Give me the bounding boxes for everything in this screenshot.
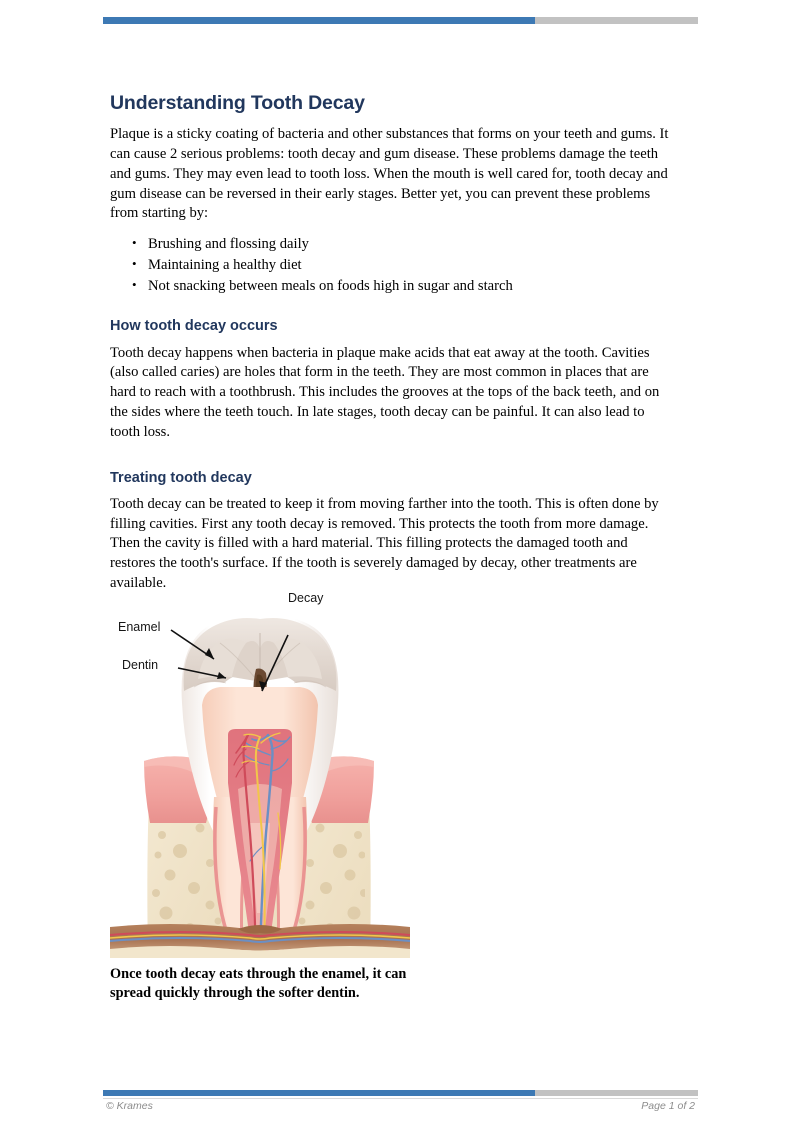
section-paragraph-how-tooth-decay-occurs: Tooth decay happens when bacteria in plaque make acids that eat away at the tooth. Cavities (also called caries) are holes that form in the teeth. They are most common in places that are hard to reach with a toothbrush. This includes the grooves at the tops of the back teeth, and on the sides where the teeth touch. In late stages, tooth decay can be painful. It can also lead to tooth loss. <box>110 344 660 440</box>
intro-paragraph: Plaque is a sticky coating of bacteria and other substances that forms on your teeth and gums. It can cause 2 serious problems: tooth decay and gum disease. These problems damage the teeth and gums. They may even lead to tooth loss. When the mouth is well cared for, tooth decay and gum disease can be reversed in their early stages. Better yet, you can prevent these problems from starting by: <box>110 126 669 222</box>
footer-divider-rule <box>103 1090 698 1096</box>
prevention-list <box>110 235 676 296</box>
footer-hairline <box>103 1098 698 1099</box>
section-heading-treating-tooth-decay: Treating tooth decay <box>110 469 252 486</box>
basal-neurovascular-bundle-group <box>110 924 410 958</box>
footer-page-number: Page 1 of 2 <box>641 1100 695 1112</box>
header-rule-blue-segment <box>103 17 535 24</box>
document-content <box>110 92 676 594</box>
list-item: • Maintaining a healthy diet <box>148 256 676 276</box>
figure-label-dentin: Dentin <box>122 658 159 672</box>
tooth-diagram-svg <box>110 583 410 958</box>
spacer <box>110 443 676 470</box>
section-heading-how-tooth-decay-occurs: How tooth decay occurs <box>110 318 278 335</box>
figure-label-decay: Decay <box>288 591 324 605</box>
header-rule-gray-segment <box>535 17 698 24</box>
section-paragraph-treating-tooth-decay: Tooth decay can be treated to keep it from moving farther into the tooth. This is often done by filling cavities. First any tooth decay is removed. This protects the tooth from more damage. Then the cavity is filled with a hard material. This filling protects the damaged tooth and restores the tooth's surface. If the tooth is severely damaged by decay, other treatments are available. <box>110 495 659 591</box>
list-item: • Brushing and flossing daily <box>148 235 676 255</box>
footer-rule-blue-segment <box>103 1090 535 1096</box>
footer-copyright: © Krames <box>106 1100 153 1112</box>
footer-rule-gray-segment <box>535 1090 698 1096</box>
figure-caption: Once tooth decay eats through the enamel, it can spread quickly through the softer dentin. <box>110 966 407 1001</box>
figure-label-enamel: Enamel <box>118 620 161 634</box>
page-title: Understanding Tooth Decay <box>110 92 365 114</box>
header-divider-rule <box>103 17 698 24</box>
tooth-cross-section-figure <box>110 583 410 958</box>
spacer <box>110 297 676 318</box>
list-item: • Not snacking between meals on foods high in sugar and starch <box>148 277 676 297</box>
